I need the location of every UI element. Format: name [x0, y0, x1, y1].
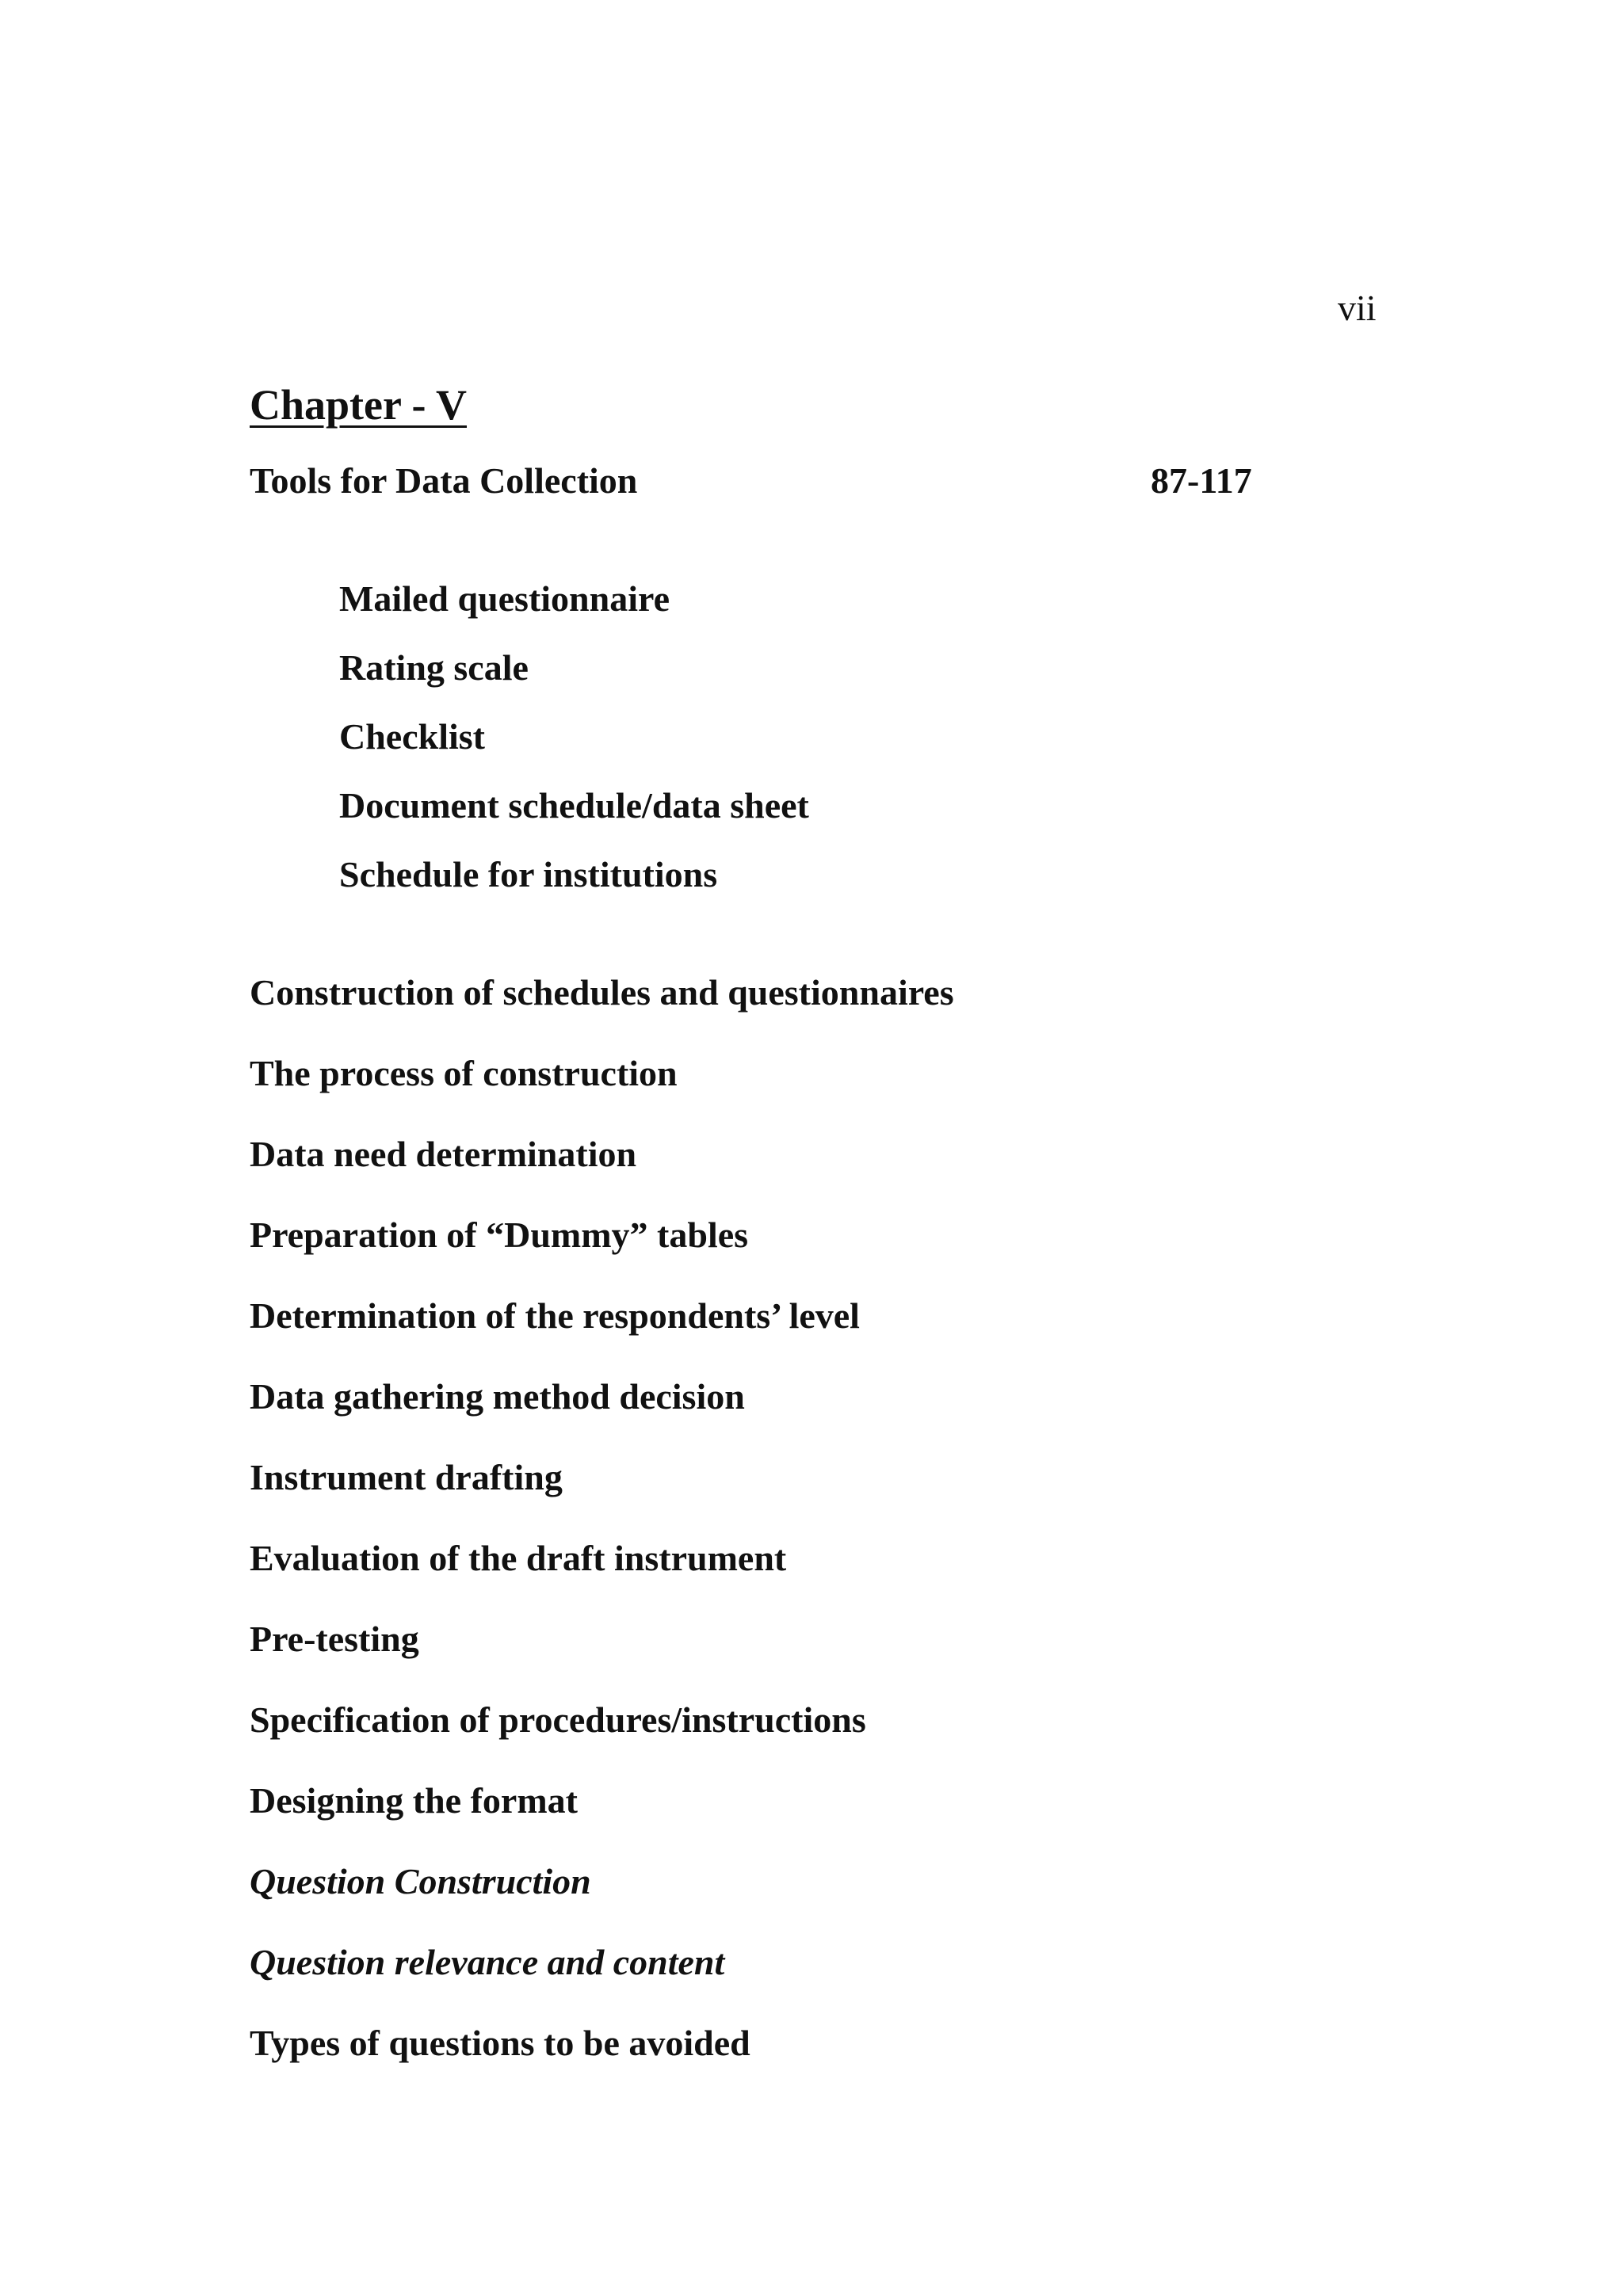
topic-item: Pre-testing: [250, 1619, 419, 1659]
topic-item: Evaluation of the draft instrument: [250, 1538, 787, 1578]
tool-item: Mailed questionnaire: [339, 578, 670, 619]
tool-item: Checklist: [339, 716, 485, 757]
topic-item: Data need determination: [250, 1134, 637, 1174]
chapter-heading: Chapter - V: [250, 381, 468, 429]
topic-item: Data gathering method decision: [250, 1376, 745, 1417]
topics-list: [250, 952, 954, 2084]
topic-item: Determination of the respondents’ level: [250, 1295, 860, 1336]
topic-item-italic: Question Construction: [250, 1861, 591, 1901]
topic-item-italic: Question relevance and content: [250, 1942, 725, 1982]
tool-item: Document schedule/data sheet: [339, 785, 809, 826]
topic-item: Construction of schedules and questionnaires: [250, 972, 954, 1013]
section-page-range: 87-117: [1151, 460, 1252, 501]
topic-item: Specification of procedures/instructions: [250, 1699, 866, 1740]
section-title: Tools for Data Collection: [250, 460, 638, 501]
tool-item: Schedule for institutions: [339, 854, 718, 894]
topic-item: Preparation of “Dummy” tables: [250, 1215, 749, 1255]
topic-item: Designing the format: [250, 1780, 578, 1821]
tool-item: Rating scale: [339, 647, 529, 688]
tools-list: [339, 564, 809, 909]
topic-item: Instrument drafting: [250, 1457, 563, 1497]
topic-item: The process of construction: [250, 1053, 678, 1093]
page-number: vii: [1338, 288, 1377, 328]
topic-item: Types of questions to be avoided: [250, 2023, 750, 2063]
